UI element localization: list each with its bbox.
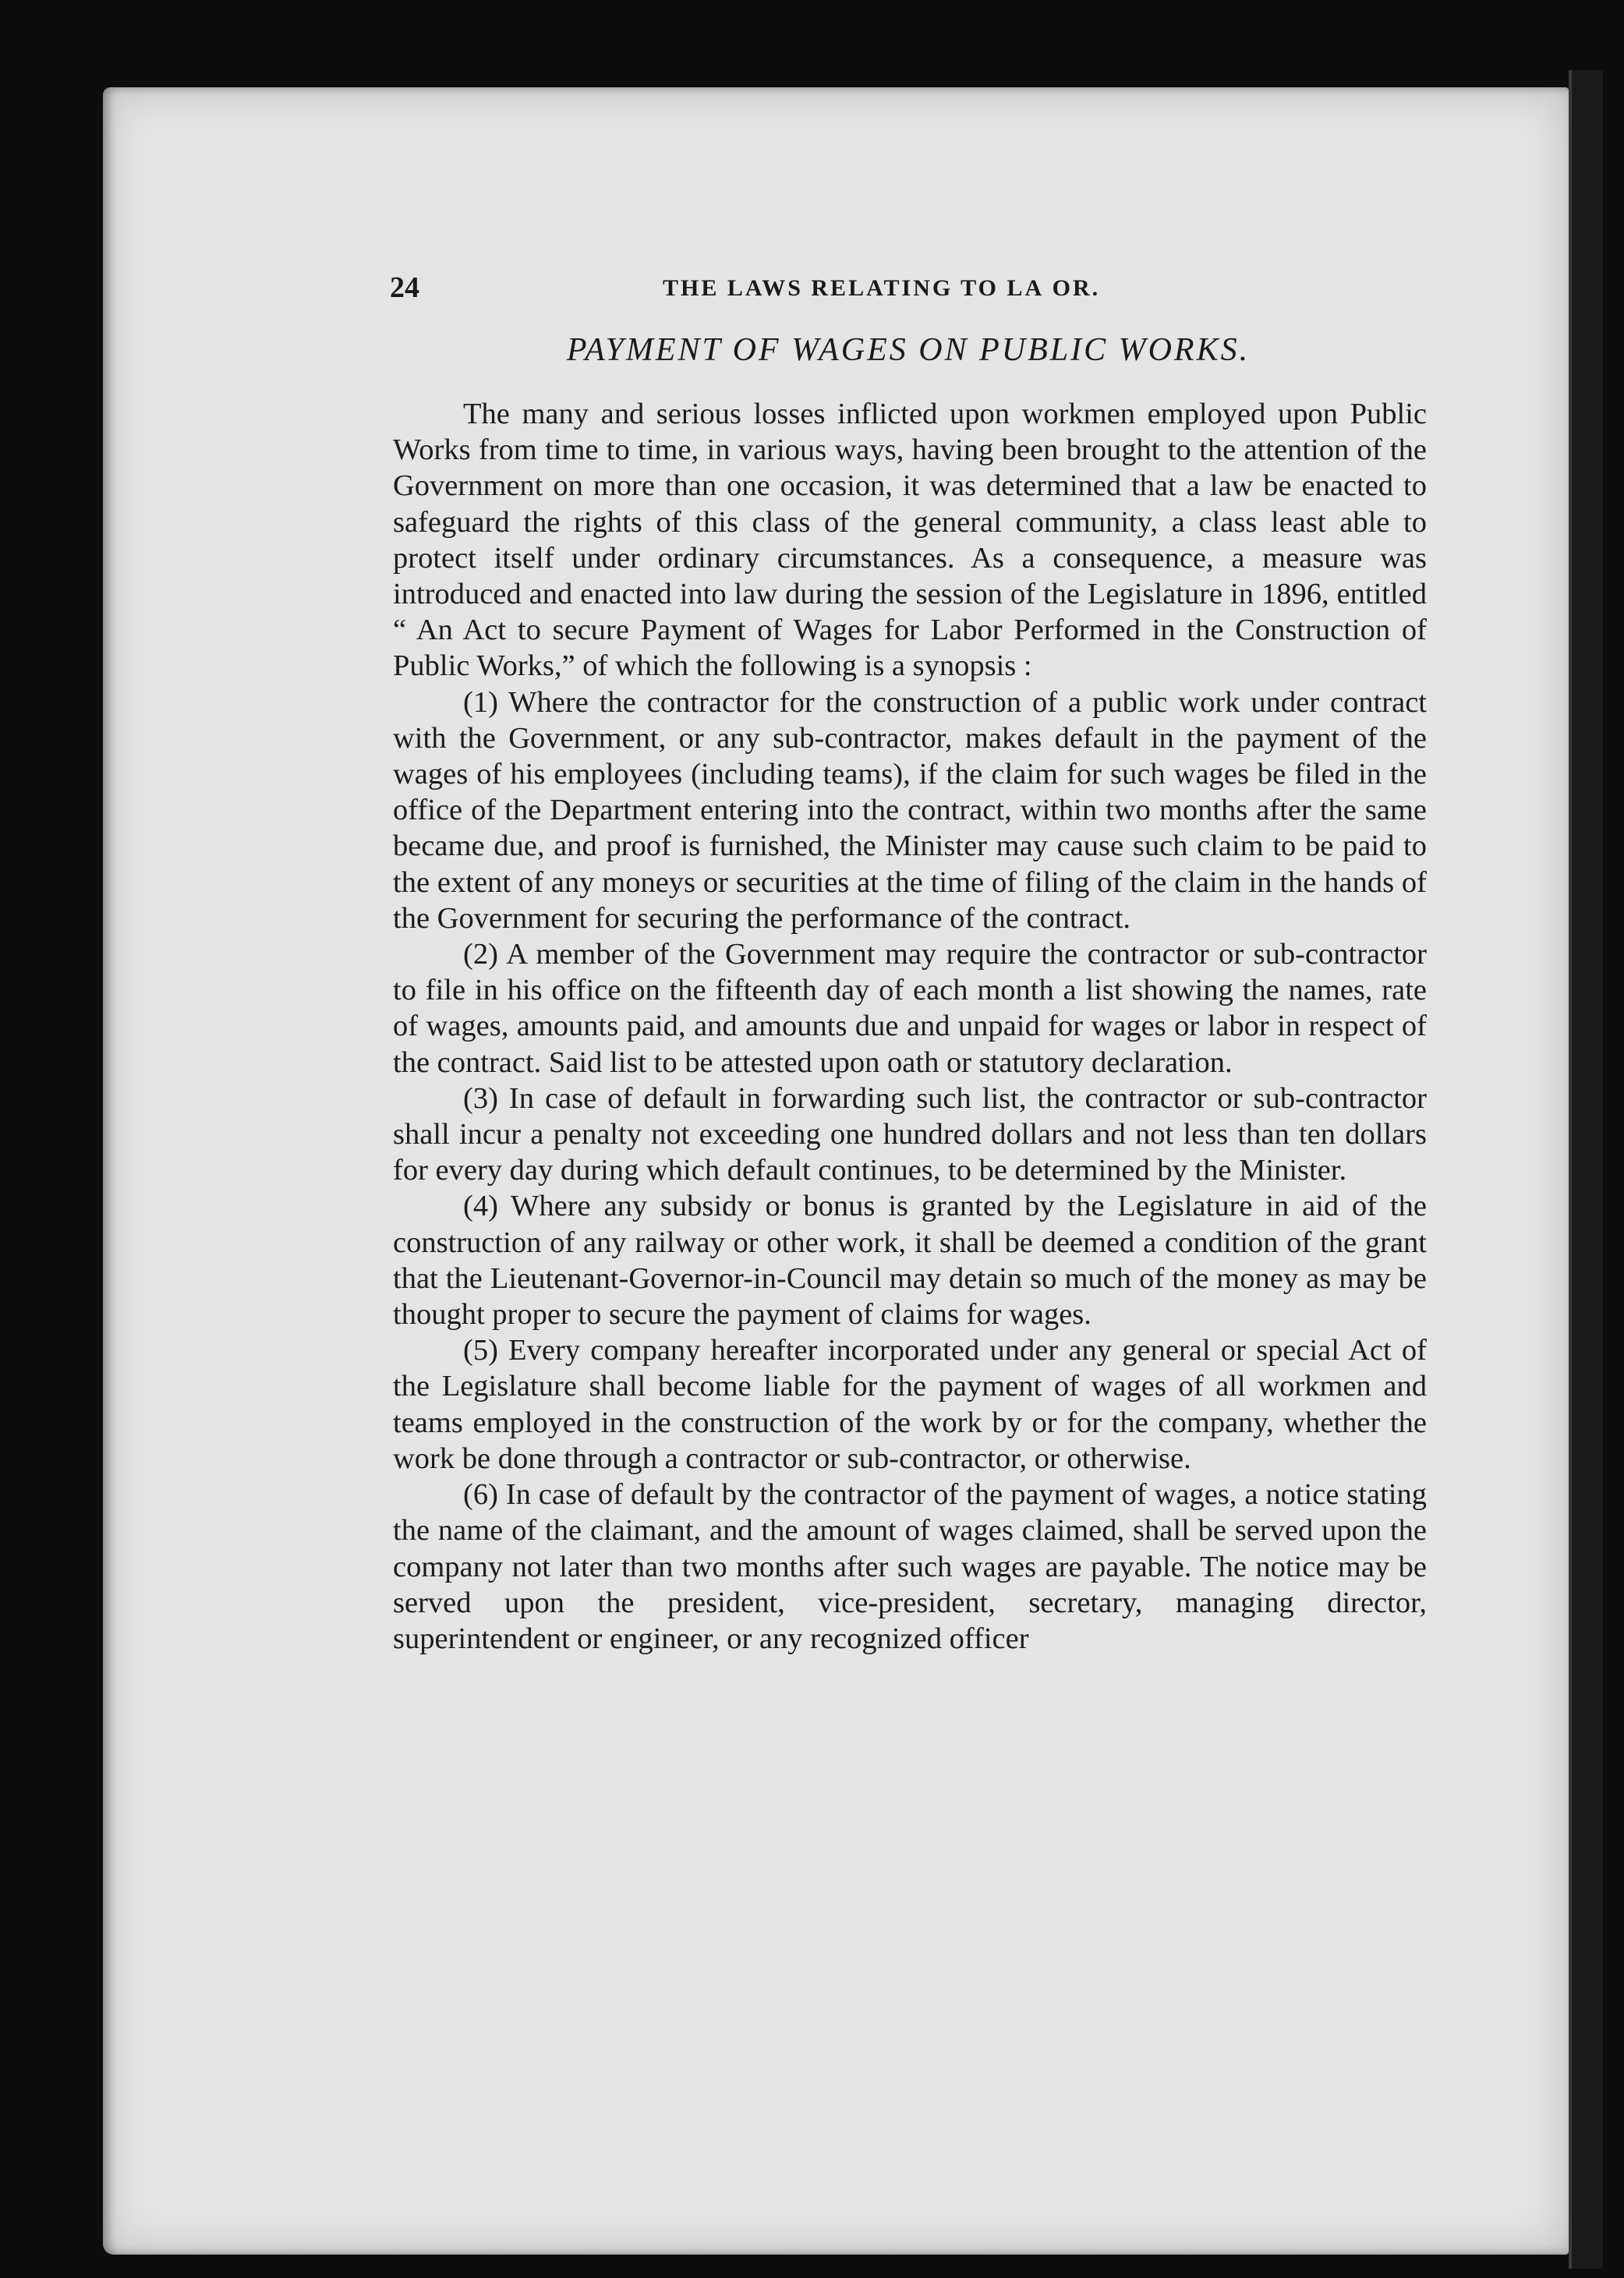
intro-paragraph: The many and serious losses inflicted upon workmen employed upon Public Works from time to time, in various ways, having been brought to the attention of the Government on more than one occasion, it was determined that a law be enacted to safeguard the rights of this class of the general community, a class least able to protect itself under ordinary circumstances. As a consequence, a measure was introduced and enacted into law during the session of the Legislature in 1896, entitled “ An Act to secure Payment of Wages for Labor Performed in the Construction of Public Works,” of which the following is a synopsis : [393,398,1427,683]
page-number: 24 [390,271,419,304]
clause-6: (6) In case of default by the contractor of the payment of wages, a notice stating the name of the claimant, and the amount of wages claimed, shall be served upon the company not later than two months after such wages are payable. The notice may be served upon the president, vice-president, secretary, managing director, superintendent or engineer, or any recognized officer [393,1478,1427,1655]
running-title: THE LAWS RELATING TO LA OR. [663,275,1101,301]
body-text [393,396,1427,1657]
adjacent-page-edge [1569,70,1603,2269]
clause-4: (4) Where any subsidy or bonus is granted by the Legislature in aid of the construction of any railway or other work, it shall be deemed a condition of the grant that the Lieutenant-Governor-in-Council may detain so much of the money as may be thought proper to secure the payment of claims for wages. [393,1190,1427,1332]
clause-5: (5) Every company hereafter incorporated under any general or special Act of the Legislature shall become liable for the payment of wages of all workmen and teams employed in the construction of the work by or for the company, whether the work be done through a contractor or sub-contractor, or otherwise. [393,1334,1427,1475]
clause-3: (3) In case of default in forwarding such list, the contractor or sub-contractor shall incur a penalty not exceeding one hundred dollars and not less than ten dollars for every day during which default continues, to be determined by the Minister. [393,1081,1427,1187]
clause-2: (2) A member of the Government may require the contractor or sub-contractor to file in his office on the fifteenth day of each month a list showing the names, rate of wages, amounts paid, and amounts due and unpaid for wages or labor in respect of the contract. Said list to be attested upon oath or statutory declaration. [393,938,1427,1079]
clause-1: (1) Where the contractor for the construction of a public work under contract with the Government, or any sub-contractor, makes default in the payment of the wages of his employees (including teams), if the claim for such wages be filed in the office of the Department entering into the contract, within two months after the same became due, and proof is furnished, the Minister may cause such claim to be paid to the extent of any moneys or securities at the time of filing of the claim in the hands of the Government for securing the performance of the contract. [393,685,1427,935]
section-title: PAYMENT OF WAGES ON PUBLIC WORKS. [566,332,1251,368]
page-header [390,271,1427,310]
